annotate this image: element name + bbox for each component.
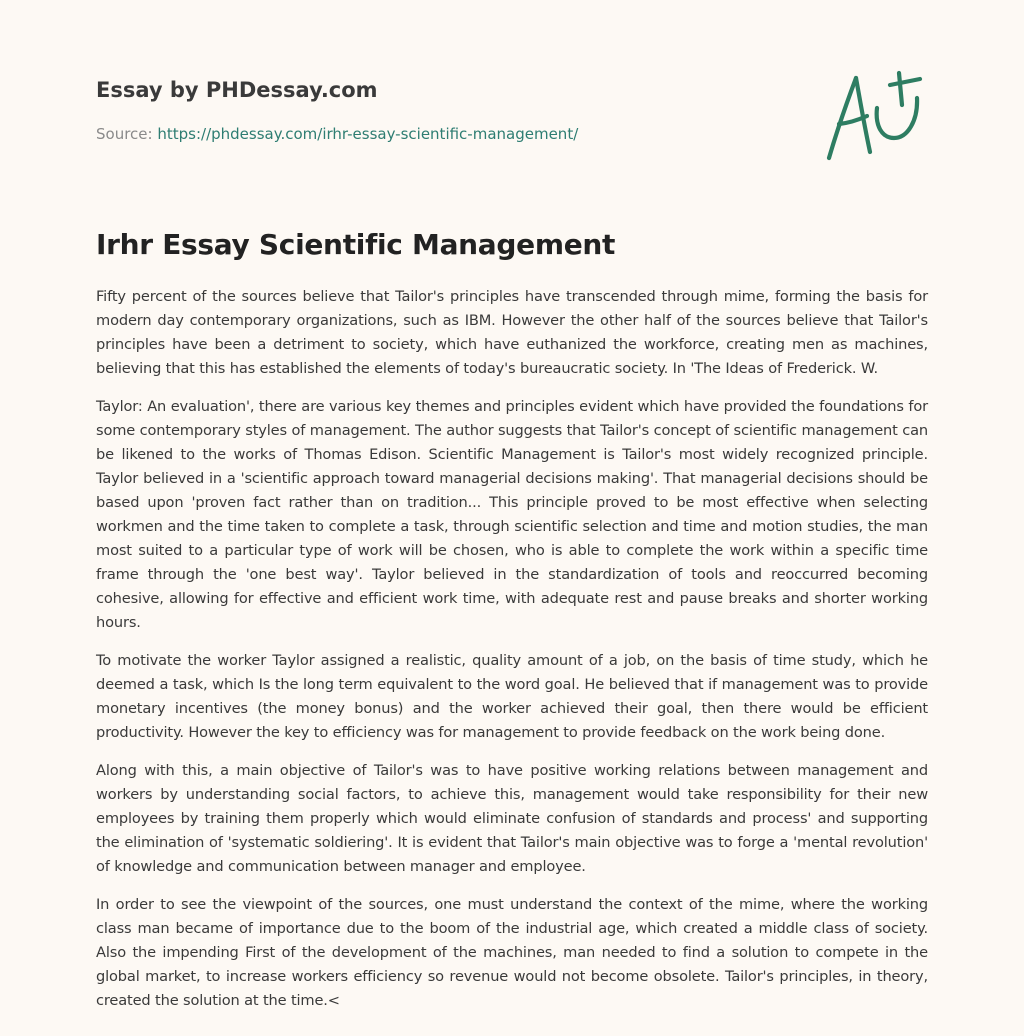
source-link[interactable]: https://phdessay.com/irhr-essay-scientific-management/ bbox=[157, 125, 579, 143]
page-header bbox=[96, 76, 796, 144]
site-brand: Essay by PHDessay.com bbox=[96, 78, 378, 102]
essay-paragraph: Along with this, a main objective of Tailor's was to have positive working relations between management and workers by understanding social factors, to achieve this, management would take responsibility for their new employees by training them properly which would eliminate confusion of standards and process' and supporting the elimination of 'systematic soldiering'. It is evident that Tailor's main objective was to forge a 'mental revolution' of knowledge and communication between manager and employee. bbox=[96, 762, 928, 875]
essay-paragraph: To motivate the worker Taylor assigned a realistic, quality amount of a job, on the basis of time study, which he deemed a task, which Is the long term equivalent to the word goal. He believed that if management was to provide monetary incentives (the money bonus) and the worker achieved their goal, then there would be efficient productivity. However the key to efficiency was for management to provide feedback on the work being done. bbox=[96, 652, 928, 741]
essay-paragraph: In order to see the viewpoint of the sources, one must understand the context of the mime, where the working class man became of importance due to the boom of the industrial age, which created a middle class of society. Also the impending First of the development of the machines, man needed to find a solution to compete in the global market, to increase workers efficiency so revenue would not become obsolete. Tailor's principles, in theory, created the solution at the time.< bbox=[96, 896, 928, 1009]
source-label: Source: bbox=[96, 125, 153, 143]
source-line bbox=[96, 124, 796, 144]
a-plus-grade-icon bbox=[822, 68, 928, 164]
essay-title: Irhr Essay Scientific Management bbox=[96, 228, 616, 261]
essay-body bbox=[96, 285, 928, 1027]
essay-paragraph: Fifty percent of the sources believe that Tailor's principles have transcended through mime, forming the basis for modern day contemporary organizations, such as IBM. However the other half of the sources believe that Tailor's principles have been a detriment to society, which have euthanized the workforce, creating men as machines, believing that this has established the elements of today's bureaucratic society. In 'The Ideas of Frederick. W. bbox=[96, 288, 928, 377]
essay-paragraph: Taylor: An evaluation', there are various key themes and principles evident which have provided the foundations for some contemporary styles of management. The author suggests that Tailor's concept of scientific management can be likened to the works of Thomas Edison. Scientific Management is Tailor's most widely recognized principle. Taylor believed in a 'scientific approach toward managerial decisions making'. That managerial decisions should be based upon 'proven fact rather than on tradition... This principle proved to be most effective when selecting workmen and the time taken to complete a task, through scientific selection and time and motion studies, the man most suited to a particular type of work will be chosen, who is able to complete the work within a specific time frame through the 'one best way'. Taylor believed in the standardization of tools and reoccurred becoming cohesive, allowing for effective and efficient work time, with adequate rest and pause breaks and shorter working hours. bbox=[96, 398, 928, 631]
